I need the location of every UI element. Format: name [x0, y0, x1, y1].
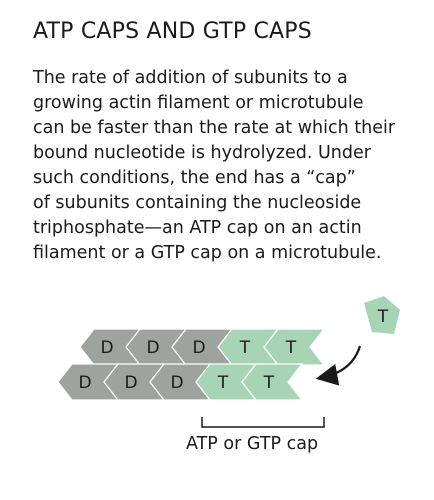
body-line: The rate of addition of subunits to a: [33, 68, 348, 88]
subunit-label: D: [78, 373, 92, 393]
body-line: filament or a GTP cap on a microtubule.: [33, 243, 382, 263]
subunit-label: D: [170, 373, 184, 393]
body-line: growing actin filament or microtubule: [33, 93, 364, 113]
subunit-label: T: [217, 373, 229, 393]
subunit-label: D: [124, 373, 138, 393]
heading: ATP CAPS AND GTP CAPS: [33, 19, 312, 44]
subunit-label: D: [146, 338, 160, 358]
body-line: can be faster than the rate at which their: [33, 118, 396, 138]
body-paragraph: [33, 66, 433, 266]
body-line: such conditions, the end has a “cap”: [33, 168, 356, 188]
subunit-label: D: [100, 338, 114, 358]
subunit-label: D: [192, 338, 206, 358]
filament-top-row: [80, 329, 324, 365]
body-line: triphosphate—an ATP cap on an actin: [33, 218, 362, 238]
filament-bottom-row: [58, 364, 302, 400]
incoming-subunit-label: T: [377, 307, 389, 327]
subunit-label: T: [263, 373, 275, 393]
incoming-subunit: [364, 296, 400, 334]
subunit-label: T: [285, 338, 297, 358]
cap-label: ATP or GTP cap: [186, 434, 319, 454]
body-line: bound nucleotide is hydrolyzed. Under: [33, 143, 371, 163]
body-line: of subunits containing the nucleoside: [33, 193, 362, 213]
addition-arrow: [320, 346, 360, 378]
cap-bracket: [202, 417, 324, 427]
subunit-label: T: [239, 338, 251, 358]
